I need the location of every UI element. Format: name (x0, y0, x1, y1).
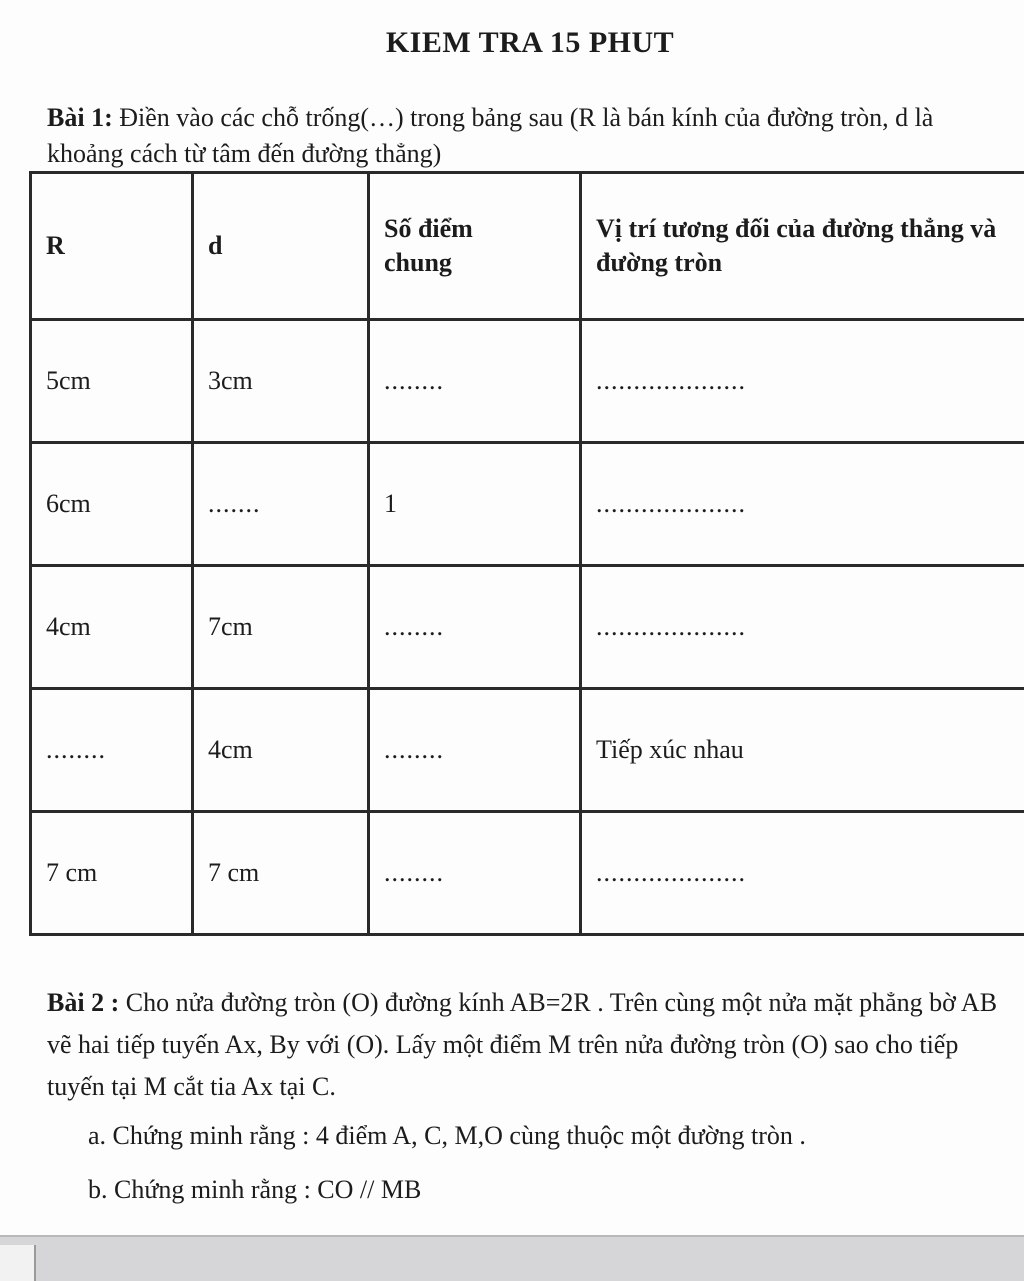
page-title: KIEM TRA 15 PHUT (0, 26, 1024, 60)
cell-relative-position: .................... (581, 320, 1024, 443)
table-row (31, 320, 1024, 443)
cell-common-points: ........ (369, 812, 581, 935)
cell-r: ........ (31, 689, 193, 812)
cell-r: 4cm (31, 566, 193, 689)
table-row (31, 812, 1024, 935)
exercise-1-text: Điền vào các chỗ trống(…) trong bảng sau (R là bán kính của đường tròn, d là khoảng cách từ tâm đến đường thẳng) (47, 103, 933, 168)
cell-relative-position: .................... (581, 443, 1024, 566)
cell-d: 7cm (193, 566, 369, 689)
cell-relative-position: Tiếp xúc nhau (581, 689, 1024, 812)
header-d: d (193, 173, 369, 320)
cell-common-points: 1 (369, 443, 581, 566)
exercise-1-instructions (47, 100, 1007, 172)
exercise-1-label: Bài 1: (47, 103, 113, 132)
table-row (31, 689, 1024, 812)
table-header-row (31, 173, 1024, 320)
table-row (31, 443, 1024, 566)
cell-common-points: ........ (369, 566, 581, 689)
header-r: R (31, 173, 193, 320)
cell-common-points: ........ (369, 689, 581, 812)
exercise-2-item-b: b. Chứng minh rằng : CO // MB (88, 1175, 421, 1205)
exercise-2-text-block (47, 982, 1022, 1108)
table-row (31, 566, 1024, 689)
cell-relative-position: .................... (581, 812, 1024, 935)
header-relative-position: Vị trí tương đối của đường thẳng và đường tròn (581, 173, 1024, 320)
cell-r: 5cm (31, 320, 193, 443)
exercise-2-item-a: a. Chứng minh rằng : 4 điểm A, C, M,O cùng thuộc một đường tròn . (88, 1121, 806, 1151)
exercise-2-text: Cho nửa đường tròn (O) đường kính AB=2R . Trên cùng một nửa mặt phẳng bờ AB vẽ hai tiếp tuyến Ax, By với (O). Lấy một điểm M trên nửa đường tròn (O) sao cho tiếp tuyến tại M cắt tia Ax tại C. (47, 988, 997, 1101)
cell-r: 7 cm (31, 812, 193, 935)
cell-d: 3cm (193, 320, 369, 443)
window-bottom-bar (0, 1235, 1024, 1281)
exercise-1-table (29, 171, 1024, 936)
header-common-points: Số điểm chung (369, 173, 581, 320)
cell-d: 4cm (193, 689, 369, 812)
cell-relative-position: .................... (581, 566, 1024, 689)
cell-d: 7 cm (193, 812, 369, 935)
cell-r: 6cm (31, 443, 193, 566)
scroll-tab[interactable] (0, 1245, 36, 1281)
exercise-2-label: Bài 2 : (47, 988, 119, 1017)
cell-common-points: ........ (369, 320, 581, 443)
cell-d: ....... (193, 443, 369, 566)
